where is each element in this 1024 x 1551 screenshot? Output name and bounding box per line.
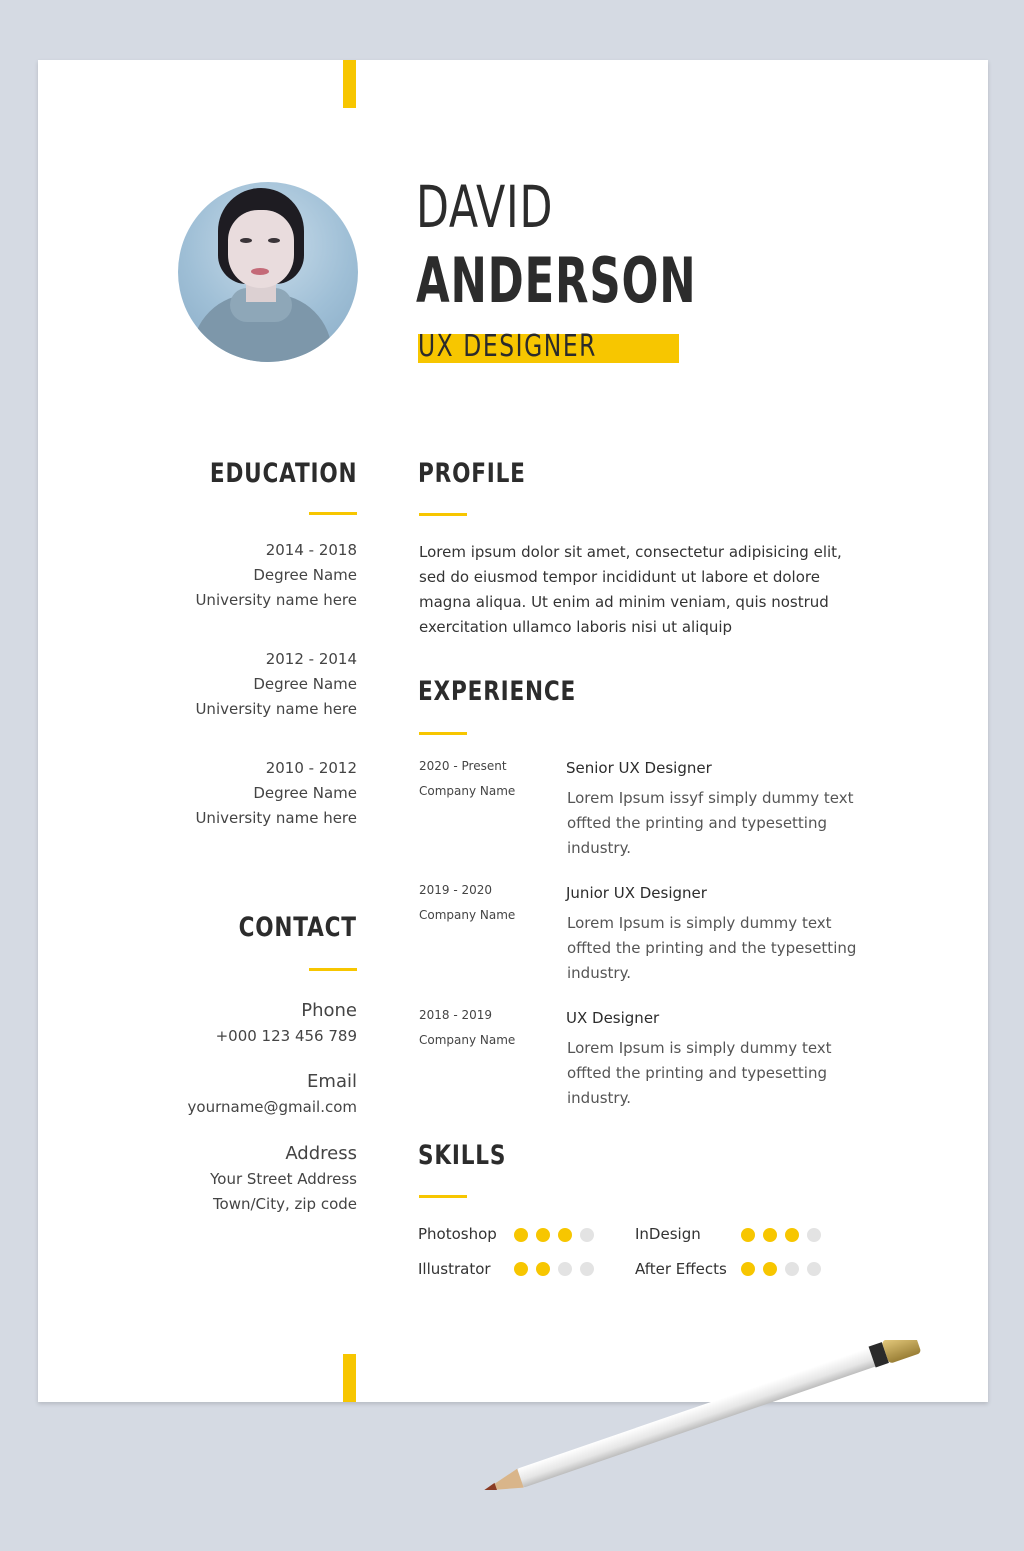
job-description: Lorem Ipsum is simply dummy text offted the printing and typesetting industry.: [567, 1039, 832, 1107]
skill-dot-filled: [514, 1262, 528, 1276]
skill-dot-filled: [741, 1228, 755, 1242]
skill-dot-filled: [763, 1228, 777, 1242]
education-entry: 2012 - 2014 Degree Name University name here: [195, 650, 357, 718]
bottom-accent-bar: [343, 1354, 356, 1402]
first-name: DAVID: [416, 173, 554, 241]
job-role: UX DESIGNER: [418, 329, 597, 364]
job-dates: 2020 - Present: [419, 759, 507, 773]
skill-dot-filled: [536, 1228, 550, 1242]
skill-dot-empty: [807, 1228, 821, 1242]
skill-dot-filled: [763, 1262, 777, 1276]
job-title: Junior UX Designer: [566, 884, 707, 902]
experience-heading: EXPERIENCE: [418, 676, 577, 707]
resume-page: [38, 60, 988, 1402]
job-title: Senior UX Designer: [566, 759, 712, 777]
skill-dot-empty: [580, 1262, 594, 1276]
skills-underline: [419, 1195, 467, 1198]
skill-dot-filled: [785, 1228, 799, 1242]
top-accent-bar: [343, 60, 356, 108]
skill-dot-empty: [807, 1262, 821, 1276]
skills-heading: SKILLS: [418, 1140, 507, 1171]
last-name: ANDERSON: [416, 244, 697, 317]
education-underline: [309, 512, 357, 515]
job-description: Lorem Ipsum issyf simply dummy text offted the printing and typesetting industry.: [567, 789, 854, 857]
job-dates: 2019 - 2020: [419, 883, 493, 897]
education-heading: EDUCATION: [209, 458, 357, 489]
education-entry: 2014 - 2018 Degree Name University name here: [195, 541, 357, 609]
skill-name: Illustrator: [418, 1260, 491, 1278]
job-company: Company Name: [419, 908, 516, 922]
experience-underline: [419, 732, 467, 735]
contact-phone: Phone +000 123 456 789: [215, 1000, 357, 1045]
job-title: UX Designer: [566, 1009, 660, 1027]
skill-rating: [514, 1228, 594, 1242]
contact-heading: CONTACT: [238, 912, 357, 943]
skill-rating: [741, 1228, 821, 1242]
skill-dot-empty: [558, 1262, 572, 1276]
contact-address: Address Your Street Address Town/City, zip code: [210, 1143, 357, 1213]
profile-text: Lorem ipsum dolor sit amet, consectetur adipisicing elit, sed do eiusmod tempor incididunt ut labore et dolore magna aliqua. Ut enim ad minim veniam, quis nostrud exercitation ullamco laboris nisi ut aliquip: [419, 543, 842, 636]
job-company: Company Name: [419, 1033, 516, 1047]
profile-photo: [178, 182, 358, 362]
pencil-decoration: [462, 1340, 952, 1490]
skill-rating: [514, 1262, 594, 1276]
skill-dot-filled: [514, 1228, 528, 1242]
skill-dot-filled: [536, 1262, 550, 1276]
skill-name: InDesign: [635, 1225, 701, 1243]
profile-underline: [419, 513, 467, 516]
job-description: Lorem Ipsum is simply dummy text offted the printing and the typesetting industry.: [567, 914, 857, 982]
skill-dot-filled: [558, 1228, 572, 1242]
job-company: Company Name: [419, 784, 516, 798]
education-entry: 2010 - 2012 Degree Name University name here: [195, 759, 357, 827]
skill-rating: [741, 1262, 821, 1276]
contact-underline: [309, 968, 357, 971]
skill-dot-empty: [580, 1228, 594, 1242]
skill-name: After Effects: [635, 1260, 727, 1278]
skill-name: Photoshop: [418, 1225, 497, 1243]
skill-dot-filled: [741, 1262, 755, 1276]
contact-email: Email yourname@gmail.com: [187, 1071, 357, 1116]
skill-dot-empty: [785, 1262, 799, 1276]
profile-heading: PROFILE: [418, 458, 526, 489]
job-dates: 2018 - 2019: [419, 1008, 493, 1022]
